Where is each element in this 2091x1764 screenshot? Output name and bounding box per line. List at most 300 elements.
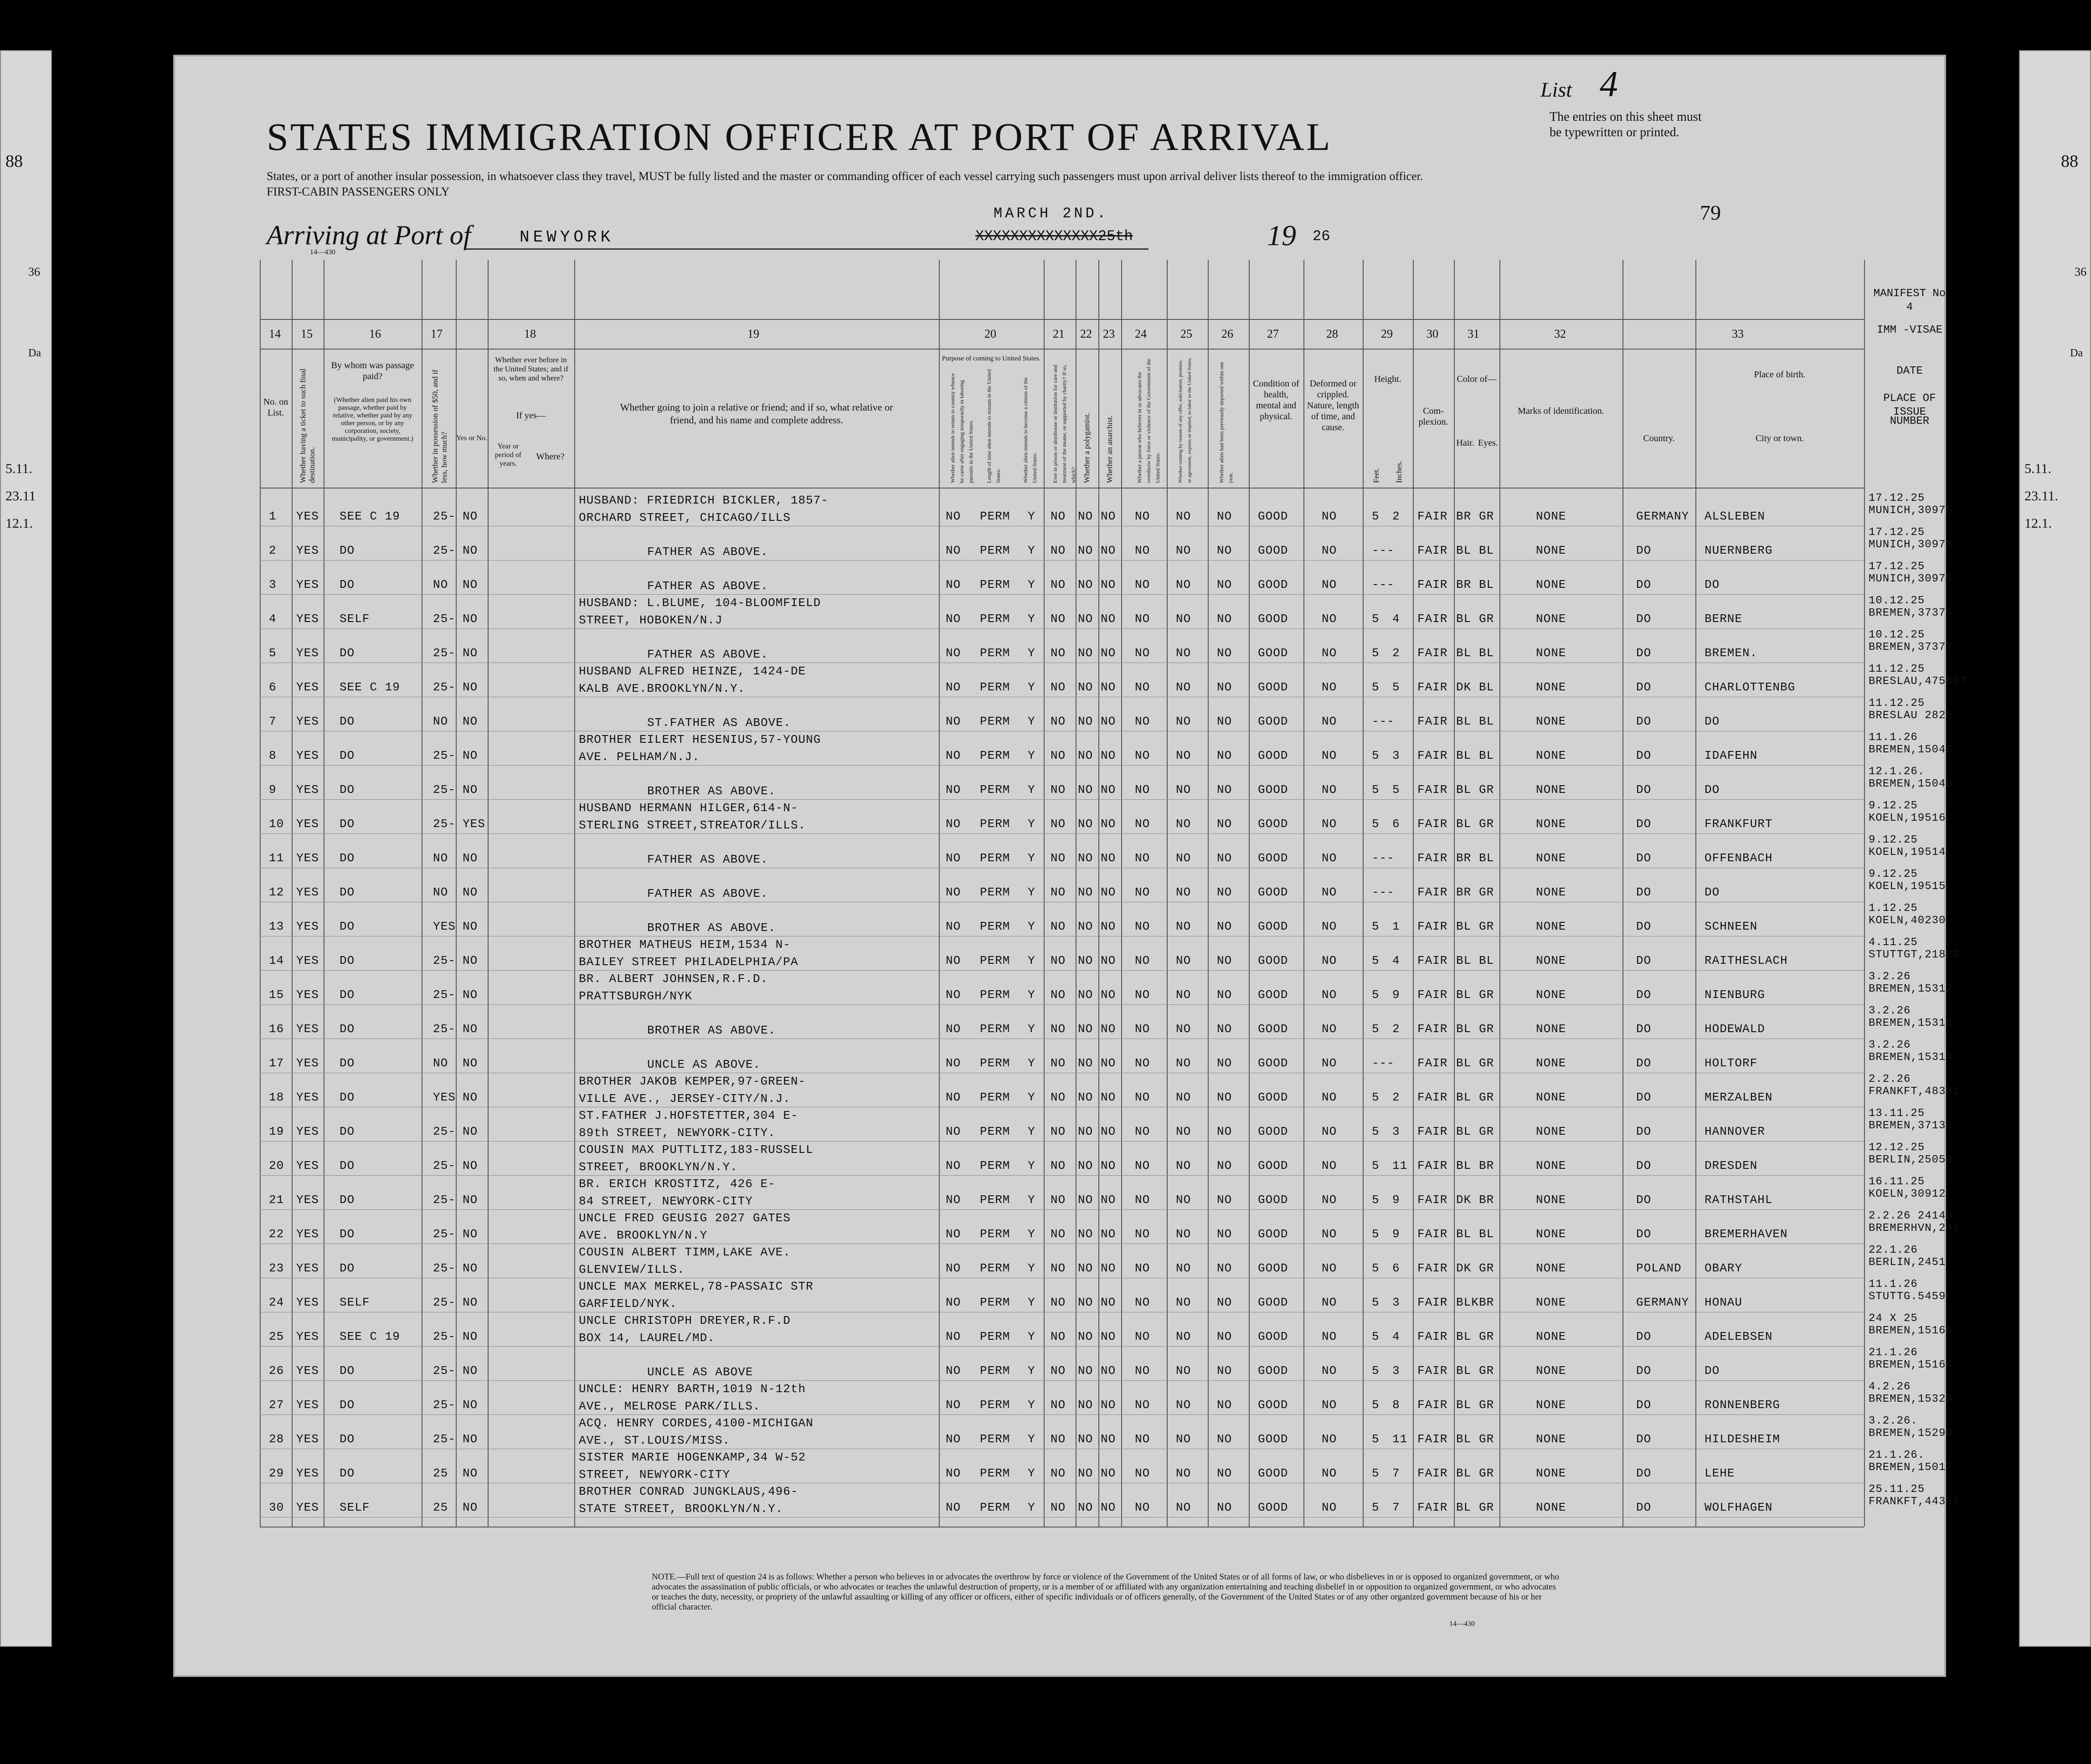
prison-cell: NO	[1051, 578, 1066, 591]
deformed-cell: NO	[1322, 1466, 1337, 1480]
overthrow-cell: NO	[1135, 680, 1150, 694]
table-row	[260, 663, 1864, 697]
visa-place: BREMEN,37377	[1869, 641, 1953, 653]
marks-cell: NONE	[1536, 1364, 1566, 1378]
visa-place: BREMEN,37132	[1869, 1120, 1953, 1132]
inches-cell: 4	[1392, 1330, 1400, 1343]
citizen-cell: Y	[1028, 578, 1035, 591]
header-color-of: Color of—	[1457, 374, 1497, 384]
relative-address-line1: ST.FATHER J.HOFSTETTER,304 E-	[579, 1109, 798, 1122]
health-cell: GOOD	[1258, 1432, 1288, 1446]
eyes-cell: BL	[1479, 851, 1494, 865]
relative-address-line1: UNCLE FRED GEUSIG 2027 GATES	[579, 1211, 791, 1225]
city-cell: MERZALBEN	[1705, 1090, 1773, 1104]
relative-address-line2: AVE. PELHAM/N.J.	[579, 750, 700, 764]
feet-cell: 5	[1372, 1193, 1380, 1207]
country-cell: DO	[1636, 920, 1652, 933]
visa-place: BREMEN,15017	[1869, 1461, 1953, 1474]
ticket-cell: YES	[296, 1125, 319, 1138]
country-cell: DO	[1636, 1159, 1652, 1173]
sheet-code: 79	[1700, 201, 1721, 224]
health-cell: GOOD	[1258, 1193, 1288, 1207]
prison-cell: NO	[1051, 1364, 1066, 1378]
health-cell: GOOD	[1258, 1296, 1288, 1309]
header-deported: Whether alien had been previously deported within one year.	[1218, 361, 1234, 483]
citizen-cell: Y	[1028, 954, 1035, 967]
eyes-cell: BL	[1479, 715, 1494, 728]
visa-place: BREMEN,15165	[1869, 1325, 1953, 1337]
visa-date: 10.12.25	[1869, 629, 1925, 641]
deported-cell: NO	[1217, 783, 1232, 797]
visa-place: BERLIN,25059	[1869, 1154, 1953, 1166]
table-row	[260, 936, 1864, 971]
prison-cell: NO	[1051, 1125, 1066, 1138]
visa-entry	[1869, 1005, 1953, 1029]
inches-cell: 3	[1392, 1296, 1400, 1309]
visa-place: BREMEN,15048	[1869, 744, 1953, 756]
country-cell: DO	[1636, 1056, 1652, 1070]
polygamist-cell: NO	[1078, 1364, 1093, 1378]
offer-cell: NO	[1176, 920, 1191, 933]
complexion-cell: FAIR	[1417, 817, 1448, 831]
complexion-cell: FAIR	[1417, 1501, 1448, 1514]
header-height: Height.	[1374, 374, 1401, 384]
passage-paid-cell: DO	[340, 715, 355, 728]
marks-cell: NONE	[1536, 1296, 1566, 1309]
port-name: NEWYORK	[520, 228, 614, 247]
inches-cell: 9	[1392, 1193, 1400, 1207]
ever-before-cell: NO	[463, 1296, 478, 1309]
visa-place: BREMEN,15299	[1869, 1427, 1953, 1440]
health-cell: GOOD	[1258, 1125, 1288, 1138]
relative-address-line2: VILLE AVE., JERSEY-CITY/N.J.	[579, 1092, 791, 1106]
length-cell: PERM	[980, 578, 1010, 591]
table-row	[260, 561, 1864, 595]
marks-cell: NONE	[1536, 612, 1566, 626]
complexion-cell: FAIR	[1417, 1227, 1448, 1241]
form-instructions	[267, 169, 1611, 200]
complexion-cell: FAIR	[1417, 1022, 1448, 1036]
health-cell: GOOD	[1258, 578, 1288, 591]
inches-cell: 9	[1392, 988, 1400, 1002]
offer-cell: NO	[1176, 1125, 1191, 1138]
eyes-cell: BL	[1479, 749, 1494, 762]
ticket-cell: YES	[296, 646, 319, 660]
hair-cell: BL	[1456, 749, 1472, 762]
country-cell: DO	[1636, 851, 1652, 865]
visa-entry	[1869, 1278, 1946, 1303]
hair-cell: BL	[1456, 1432, 1472, 1446]
relative-address-line1: COUSIN MAX PUTTLITZ,183-RUSSELL	[579, 1143, 814, 1157]
country-cell: DO	[1636, 1022, 1652, 1036]
anarchist-cell: NO	[1101, 988, 1116, 1002]
colnum-32: 32	[1554, 327, 1566, 340]
visa-entry	[1869, 492, 1953, 517]
eyes-cell: BL	[1479, 1227, 1494, 1241]
right-page-date-1: 5.11.	[2024, 461, 2051, 476]
visa-date: 21.1.26.	[1869, 1449, 1925, 1461]
polygamist-cell: NO	[1078, 749, 1093, 762]
relative-address-line2: FATHER AS ABOVE.	[647, 887, 768, 900]
city-cell: RAITHESLACH	[1705, 954, 1788, 967]
polygamist-cell: NO	[1078, 544, 1093, 557]
inches-cell: 11	[1392, 1159, 1408, 1173]
health-cell: GOOD	[1258, 920, 1288, 933]
citizen-cell: Y	[1028, 612, 1035, 626]
colnum-14: 14	[269, 327, 281, 340]
feet-cell: 5	[1372, 1090, 1380, 1104]
feet-cell: ---	[1372, 578, 1395, 591]
passage-paid-cell: DO	[340, 1364, 355, 1378]
city-cell: DRESDEN	[1705, 1159, 1758, 1173]
money-cell: 25-	[433, 988, 456, 1002]
city-cell: DO	[1705, 715, 1720, 728]
complexion-cell: FAIR	[1417, 509, 1448, 523]
row-number: 1	[269, 509, 277, 523]
anarchist-cell: NO	[1101, 1466, 1116, 1480]
overthrow-cell: NO	[1135, 954, 1150, 967]
return-cell: NO	[946, 1398, 961, 1412]
binder-hole	[1973, 556, 1997, 580]
anarchist-cell: NO	[1101, 817, 1116, 831]
row-number: 18	[269, 1090, 284, 1104]
length-cell: PERM	[980, 920, 1010, 933]
overthrow-cell: NO	[1135, 988, 1150, 1002]
polygamist-cell: NO	[1078, 885, 1093, 899]
inches-cell: 2	[1392, 1022, 1400, 1036]
country-cell: DO	[1636, 749, 1652, 762]
polygamist-cell: NO	[1078, 1227, 1093, 1241]
ticket-cell: YES	[296, 1466, 319, 1480]
city-cell: RONNENBERG	[1705, 1398, 1781, 1412]
table-row	[260, 1005, 1864, 1039]
relative-address-line2: GARFIELD/NYK.	[579, 1297, 677, 1311]
deported-cell: NO	[1217, 1330, 1232, 1343]
ever-before-cell: NO	[463, 1330, 478, 1343]
row-number: 29	[269, 1466, 284, 1480]
passage-paid-cell: DO	[340, 954, 355, 967]
relative-address-line2: AVE., ST.LOUIS/MISS.	[579, 1434, 731, 1447]
health-cell: GOOD	[1258, 988, 1288, 1002]
length-cell: PERM	[980, 544, 1010, 557]
colnum-18: 18	[524, 327, 536, 340]
row-number: 8	[269, 749, 277, 762]
hair-cell: BR	[1456, 851, 1472, 865]
visa-entry	[1869, 1381, 1953, 1405]
ticket-cell: YES	[296, 1056, 319, 1070]
return-cell: NO	[946, 1432, 961, 1446]
inches-cell: 3	[1392, 749, 1400, 762]
header-offer: Whether coming by reason of any offer, solicitation, promise, or agreement, express or implied, to labor in the United States.	[1178, 357, 1192, 483]
row-number: 28	[269, 1432, 284, 1446]
visa-date: 16.11.25	[1869, 1176, 1925, 1188]
ever-before-cell: NO	[463, 715, 478, 728]
relative-address-line2: 84 STREET, NEWYORK-CITY	[579, 1194, 753, 1208]
health-cell: GOOD	[1258, 1466, 1288, 1480]
visa-entry	[1869, 595, 1953, 619]
return-cell: NO	[946, 680, 961, 694]
length-cell: PERM	[980, 1193, 1010, 1207]
row-number: 23	[269, 1261, 284, 1275]
relative-address-line2: AVE. BROOKLYN/N.Y	[579, 1229, 708, 1242]
city-cell: HODEWALD	[1705, 1022, 1765, 1036]
imm-visae: IMM -VISAE	[1876, 324, 1943, 336]
visa-entry	[1869, 1415, 1953, 1440]
table-row	[260, 1210, 1864, 1244]
money-cell: 25-	[433, 544, 456, 557]
polygamist-cell: NO	[1078, 1090, 1093, 1104]
polygamist-cell: NO	[1078, 1330, 1093, 1343]
passage-paid-cell: DO	[340, 544, 355, 557]
ticket-cell: YES	[296, 612, 319, 626]
inches-cell: 5	[1392, 680, 1400, 694]
offer-cell: NO	[1176, 1501, 1191, 1514]
table-row	[260, 492, 1864, 526]
return-cell: NO	[946, 920, 961, 933]
visa-entry	[1869, 868, 1946, 893]
visa-entry	[1869, 1449, 1953, 1474]
feet-cell: 5	[1372, 1022, 1380, 1036]
visa-date: 4.2.26	[1869, 1381, 1911, 1393]
feet-cell: 5	[1372, 680, 1380, 694]
offer-cell: NO	[1176, 851, 1191, 865]
header-anarchist: Whether an anarchist.	[1105, 415, 1114, 483]
complexion-cell: FAIR	[1417, 1364, 1448, 1378]
visa-date: 2.2.26	[1869, 1073, 1911, 1085]
visa-entry	[1869, 1039, 1953, 1064]
ever-before-cell: NO	[463, 783, 478, 797]
length-cell: PERM	[980, 1364, 1010, 1378]
row-number: 20	[269, 1159, 284, 1173]
complexion-cell: FAIR	[1417, 612, 1448, 626]
relative-address-line2: GLENVIEW/ILLS.	[579, 1263, 685, 1276]
city-cell: HILDESHEIM	[1705, 1432, 1781, 1446]
deformed-cell: NO	[1322, 1159, 1337, 1173]
prison-cell: NO	[1051, 988, 1066, 1002]
inches-cell: 3	[1392, 1125, 1400, 1138]
deported-cell: NO	[1217, 988, 1232, 1002]
deformed-cell: NO	[1322, 988, 1337, 1002]
ticket-cell: YES	[296, 885, 319, 899]
citizen-cell: Y	[1028, 1261, 1035, 1275]
length-cell: PERM	[980, 988, 1010, 1002]
overthrow-cell: NO	[1135, 851, 1150, 865]
passage-paid-cell: DO	[340, 783, 355, 797]
city-cell: OFFENBACH	[1705, 851, 1773, 865]
ever-before-cell: YES	[463, 817, 485, 831]
polygamist-cell: NO	[1078, 1296, 1093, 1309]
city-cell: FRANKFURT	[1705, 817, 1773, 831]
return-cell: NO	[946, 1193, 961, 1207]
table-row	[260, 800, 1864, 834]
money-cell: NO	[433, 851, 448, 865]
visa-entry	[1869, 936, 1960, 961]
eyes-cell: GR	[1479, 1125, 1494, 1138]
polygamist-cell: NO	[1078, 954, 1093, 967]
visa-place: STUTTG.5459	[1869, 1291, 1946, 1303]
visa-entry	[1869, 1107, 1953, 1132]
deported-cell: NO	[1217, 1193, 1232, 1207]
row-number: 27	[269, 1398, 284, 1412]
health-cell: GOOD	[1258, 1364, 1288, 1378]
prison-cell: NO	[1051, 1056, 1066, 1070]
visa-date: 24 X 25	[1869, 1312, 1918, 1325]
overthrow-cell: NO	[1135, 1261, 1150, 1275]
row-number: 5	[269, 646, 277, 660]
length-cell: PERM	[980, 1261, 1010, 1275]
anarchist-cell: NO	[1101, 1261, 1116, 1275]
prison-cell: NO	[1051, 1090, 1066, 1104]
table-row	[260, 595, 1864, 629]
colnum-30: 30	[1427, 327, 1438, 340]
health-cell: GOOD	[1258, 851, 1288, 865]
hair-cell: BL	[1456, 1090, 1472, 1104]
deformed-cell: NO	[1322, 954, 1337, 967]
complexion-cell: FAIR	[1417, 1193, 1448, 1207]
table-row	[260, 1142, 1864, 1176]
deformed-cell: NO	[1322, 1022, 1337, 1036]
offer-cell: NO	[1176, 1159, 1191, 1173]
deformed-cell: NO	[1322, 1261, 1337, 1275]
hair-cell: BL	[1456, 544, 1472, 557]
citizen-cell: Y	[1028, 680, 1035, 694]
passage-paid-cell: DO	[340, 1193, 355, 1207]
eyes-cell: GR	[1479, 1261, 1494, 1275]
overthrow-cell: NO	[1135, 1330, 1150, 1343]
prison-cell: NO	[1051, 1466, 1066, 1480]
visa-date: 17.12.25	[1869, 561, 1925, 573]
anarchist-cell: NO	[1101, 544, 1116, 557]
ticket-cell: YES	[296, 1501, 319, 1514]
money-cell: 25-	[433, 954, 456, 967]
visa-place: KOELN,30912	[1869, 1188, 1946, 1200]
prison-cell: NO	[1051, 646, 1066, 660]
inches-cell: 2	[1392, 646, 1400, 660]
instructions-text: States, or a port of another insular possession, in whatsoever class they travel, MUST be fully listed and the master or commanding officer of each vessel carrying such passengers must upon arrival deliver lists thereof to the immigration officer.	[267, 170, 1423, 183]
complexion-cell: FAIR	[1417, 1261, 1448, 1275]
polygamist-cell: NO	[1078, 851, 1093, 865]
manifest-page	[173, 55, 1967, 1677]
prison-cell: NO	[1051, 715, 1066, 728]
relative-address-line2: STERLING STREET,STREATOR/ILLS.	[579, 818, 806, 832]
inches-cell: 7	[1392, 1466, 1400, 1480]
health-cell: GOOD	[1258, 680, 1288, 694]
prison-cell: NO	[1051, 817, 1066, 831]
ticket-cell: YES	[296, 509, 319, 523]
anarchist-cell: NO	[1101, 1432, 1116, 1446]
length-cell: PERM	[980, 1501, 1010, 1514]
row-number: 19	[269, 1125, 284, 1138]
citizen-cell: Y	[1028, 544, 1035, 557]
offer-cell: NO	[1176, 1227, 1191, 1241]
row-number: 22	[269, 1227, 284, 1241]
anarchist-cell: NO	[1101, 1193, 1116, 1207]
deported-cell: NO	[1217, 544, 1232, 557]
visa-date: 11.12.25	[1869, 663, 1925, 675]
deported-cell: NO	[1217, 1227, 1232, 1241]
money-cell: 25-	[433, 1398, 456, 1412]
anarchist-cell: NO	[1101, 1398, 1116, 1412]
colnum-29: 29	[1381, 327, 1393, 340]
header-purpose-length: Length of time alien intends to remain in the United States.	[986, 369, 1001, 483]
hair-cell: BL	[1456, 817, 1472, 831]
visa-place: MUNICH,30976	[1869, 504, 1953, 517]
ever-before-cell: NO	[463, 612, 478, 626]
money-cell: NO	[433, 885, 448, 899]
length-cell: PERM	[980, 1090, 1010, 1104]
citizen-cell: Y	[1028, 1056, 1035, 1070]
money-cell: 25-	[433, 680, 456, 694]
passage-paid-cell: DO	[340, 1398, 355, 1412]
marks-cell: NONE	[1536, 885, 1566, 899]
hair-cell: BR	[1456, 885, 1472, 899]
eyes-cell: GR	[1479, 1432, 1494, 1446]
marks-cell: NONE	[1536, 1466, 1566, 1480]
eyes-cell: GR	[1479, 885, 1494, 899]
right-page-date-2: 23.11.	[2024, 489, 2058, 504]
feet-cell: 5	[1372, 509, 1380, 523]
visa-entry	[1869, 1312, 1953, 1337]
marks-cell: NONE	[1536, 954, 1566, 967]
visa-place: BRESLAU 2828	[1869, 710, 1953, 722]
row-number: 26	[269, 1364, 284, 1378]
inches-cell: 4	[1392, 954, 1400, 967]
visa-date: 9.12.25	[1869, 800, 1918, 812]
deformed-cell: NO	[1322, 1227, 1337, 1241]
port-underline	[465, 248, 1149, 250]
marks-cell: NONE	[1536, 1227, 1566, 1241]
overthrow-cell: NO	[1135, 885, 1150, 899]
visa-place: BREMEN,15328	[1869, 1393, 1953, 1405]
typewrite-note: The entries on this sheet must be typewritten or printed.	[1550, 110, 1702, 139]
marks-cell: NONE	[1536, 920, 1566, 933]
ever-before-cell: NO	[463, 749, 478, 762]
health-cell: GOOD	[1258, 817, 1288, 831]
complexion-cell: FAIR	[1417, 1125, 1448, 1138]
hair-cell: BL	[1456, 954, 1472, 967]
length-cell: PERM	[980, 646, 1010, 660]
table-row	[260, 1415, 1864, 1449]
hair-cell: BL	[1456, 783, 1472, 797]
marks-cell: NONE	[1536, 749, 1566, 762]
inches-cell: 2	[1392, 1090, 1400, 1104]
hair-cell: BL	[1456, 1364, 1472, 1378]
ticket-cell: YES	[296, 817, 319, 831]
visa-place: BREMERHVN,241	[1869, 1222, 1960, 1234]
return-cell: NO	[946, 715, 961, 728]
passage-paid-cell: SELF	[340, 612, 370, 626]
relative-address-line1: BROTHER CONRAD JUNGKLAUS,496-	[579, 1485, 798, 1498]
visa-entry	[1869, 731, 1953, 756]
overthrow-cell: NO	[1135, 1501, 1150, 1514]
passage-paid-cell: DO	[340, 851, 355, 865]
visa-date: 3.2.26	[1869, 971, 1911, 983]
anarchist-cell: NO	[1101, 920, 1116, 933]
anarchist-cell: NO	[1101, 1330, 1116, 1343]
deported-cell: NO	[1217, 715, 1232, 728]
colnum-28: 28	[1326, 327, 1338, 340]
money-cell: 25-	[433, 783, 456, 797]
visa-date: 3.2.26	[1869, 1039, 1911, 1051]
eyes-cell: BR	[1479, 1193, 1494, 1207]
col-rule	[1864, 260, 1865, 1527]
marks-cell: NONE	[1536, 509, 1566, 523]
anarchist-cell: NO	[1101, 1364, 1116, 1378]
ever-before-cell: NO	[463, 1501, 478, 1514]
money-cell: 25	[433, 1466, 448, 1480]
offer-cell: NO	[1176, 1330, 1191, 1343]
relative-address-line2: PRATTSBURGH/NYK	[579, 989, 693, 1003]
